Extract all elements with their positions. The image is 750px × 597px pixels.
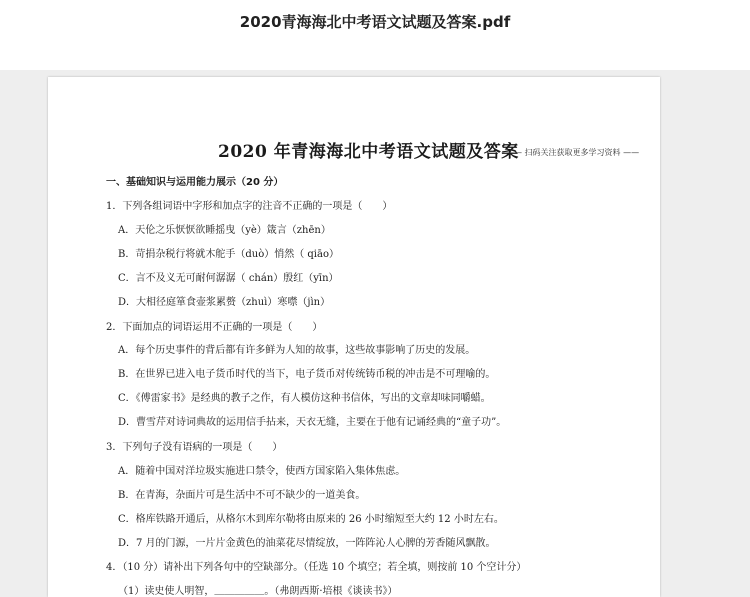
question-4-stem: 4．（10 分）请补出下列各句中的空缺部分。（任选 10 个填空；若全填，则按前 10 个空计分） bbox=[106, 562, 527, 573]
question-2-option-c: C．《傅雷家书》是经典的教子之作，有人模仿这种书信体，写出的文章却味同嚼蜡。 bbox=[118, 393, 491, 404]
question-3-option-c: C．格库铁路开通后，从格尔木到库尔勒将由原来的 26 小时缩短至大约 12 小时左右。 bbox=[118, 514, 504, 525]
question-2-option-b: B．在世界已进入电子货币时代的当下，电子货币对传统铸币税的冲击是不可理喻的。 bbox=[118, 369, 496, 380]
question-2-stem: 2．下面加点的词语运用不正确的一项是（ ） bbox=[106, 322, 323, 333]
section-heading: 一、基础知识与运用能力展示（20 分） bbox=[106, 177, 284, 188]
question-3-option-a: A．随着中国对洋垃圾实施进口禁令，使西方国家陷入集体焦虑。 bbox=[118, 466, 406, 477]
question-1-option-d: D．大相径庭箪食壶浆累赘（zhuì）寒噤（jìn） bbox=[118, 297, 331, 308]
question-4-sub-1: （1）读史使人明智，＿＿＿＿＿。（弗朗西斯·培根《谈读书》） bbox=[118, 586, 398, 597]
question-1-option-b: B．苛捐杂税行将就木舵手（duò）悄然（ qiāo） bbox=[118, 249, 339, 260]
document-filename: 2020青海海北中考语文试题及答案.pdf bbox=[239, 13, 511, 31]
viewer-header bbox=[0, 0, 750, 70]
question-2-option-d: D．曹雪芹对诗词典故的运用信手拈来，天衣无缝，主要在于他有记诵经典的“童子功”。 bbox=[118, 417, 507, 428]
question-1-stem: 1．下列各组词语中字形和加点字的注音不正确的一项是（ ） bbox=[106, 201, 393, 212]
question-2-option-a: A．每个历史事件的背后都有许多鲜为人知的故事，这些故事影响了历史的发展。 bbox=[118, 345, 476, 356]
question-3-option-d: D．7 月的门源，一片片金黄色的油菜花尽情绽放，一阵阵沁人心脾的芳香随风飘散。 bbox=[118, 538, 496, 549]
paper-title: 2020 年青海海北中考语文试题及答案 bbox=[218, 142, 519, 162]
pdf-page[interactable] bbox=[48, 77, 660, 597]
question-3-option-b: B．在青海，杂面片可是生活中不可不缺少的一道美食。 bbox=[118, 490, 366, 501]
scan-note: —— 扫码关注获取更多学习资料 —— bbox=[506, 148, 640, 157]
question-3-stem: 3．下列句子没有语病的一项是（ ） bbox=[106, 442, 283, 453]
question-1-option-a: A．天伦之乐恹恹欲睡摇曳（yè）箴言（zhēn） bbox=[118, 225, 331, 236]
question-1-option-c: C．言不及义无可耐何潺潺（ chán）殷红（yīn） bbox=[118, 273, 339, 284]
